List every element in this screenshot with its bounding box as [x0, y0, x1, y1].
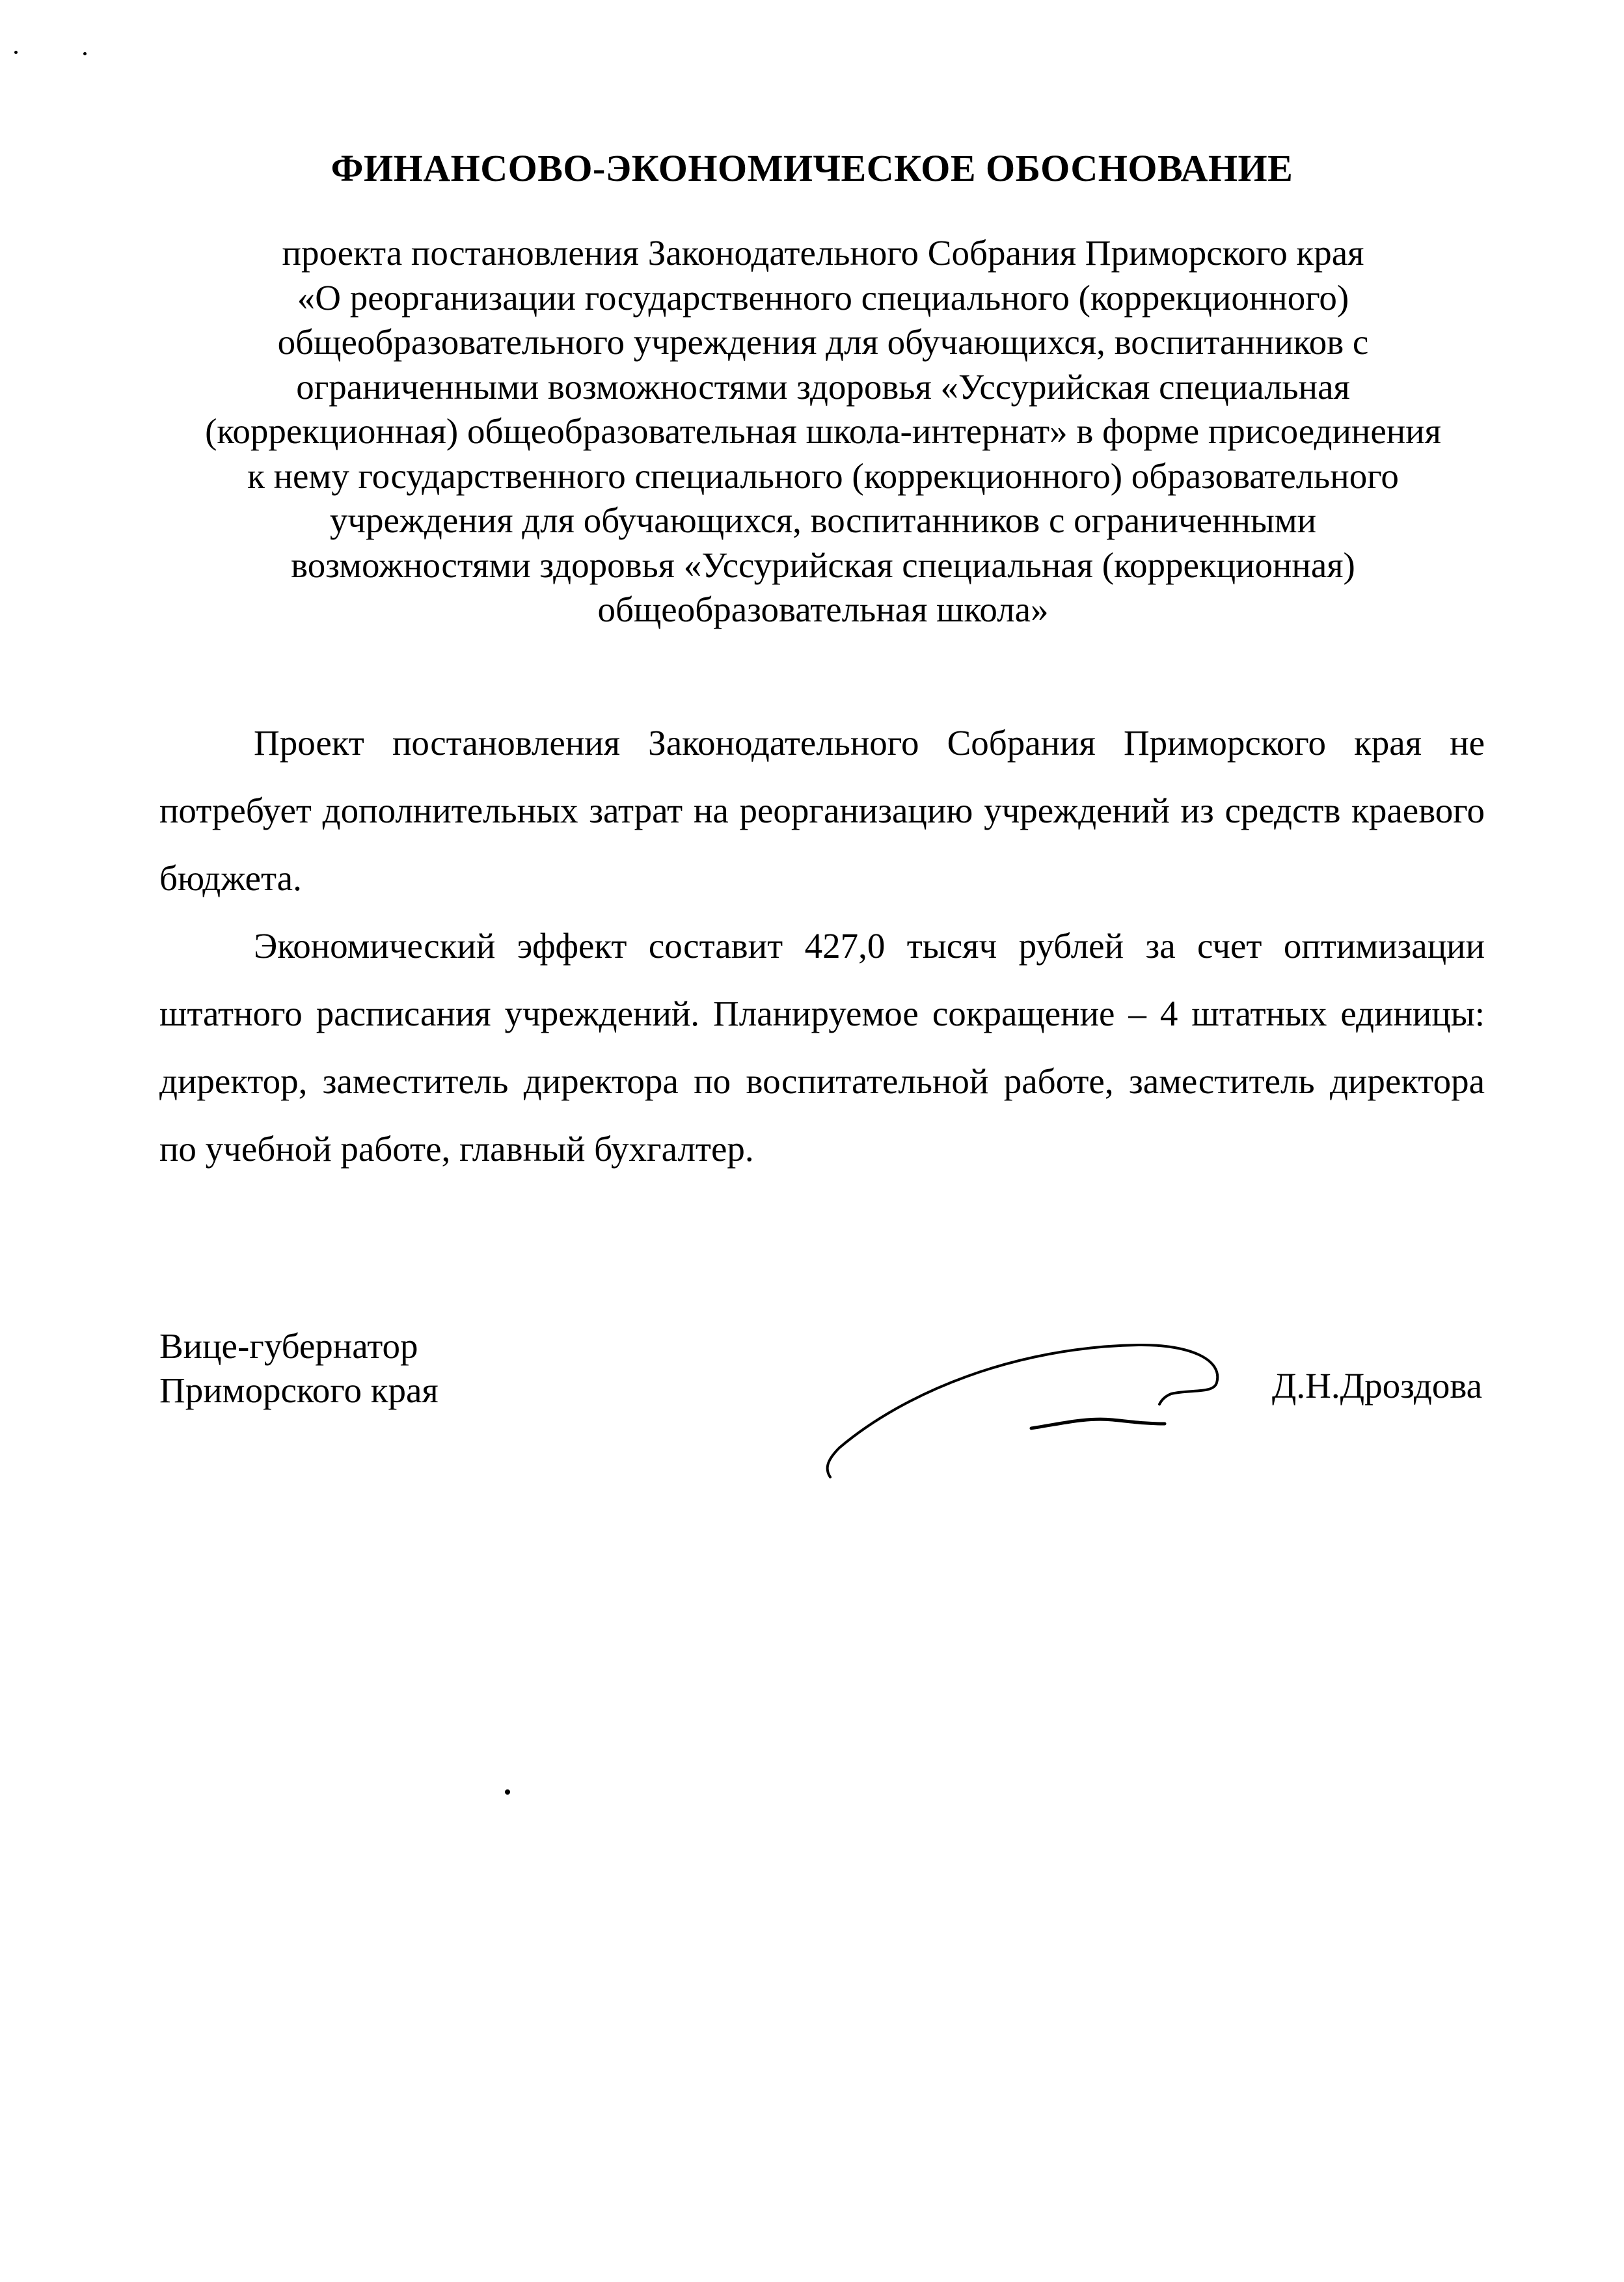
document-body — [159, 709, 1485, 1183]
subject-line: проекта постановления Законодательного Собрания Приморского края — [282, 233, 1364, 273]
body-paragraph: Экономический эффект составит 427,0 тысяч рублей за счет оптимизации штатного расписания учреждений. Планируемое сокращение – 4 штатных единицы: директор, заместитель директора по воспитательной работе, заместитель директора по учебной работе, главный бухгалтер. — [159, 926, 1485, 1169]
subject-line: общеобразовательного учреждения для обучающихся, воспитанников с — [277, 322, 1369, 362]
signatory-name: Д.Н.Дроздова — [1271, 1366, 1482, 1406]
subject-line: общеобразовательная школа» — [597, 590, 1049, 629]
subject-line: (коррекционная) общеобразовательная школа-интернат» в форме присоединения — [205, 411, 1441, 451]
subject-line: «О реорганизации государственного специального (коррекционного) — [297, 277, 1349, 318]
body-paragraph: Проект постановления Законодательного Собрания Приморского края не потребует дополнительных затрат на реорганизацию учреждений из средств краевого бюджета. — [159, 723, 1485, 898]
signatory-position — [159, 1324, 439, 1413]
subject-line: к нему государственного специального (коррекционного) образовательного — [247, 455, 1399, 496]
scan-speck — [505, 1789, 510, 1795]
subject-line: возможностями здоровья «Уссурийская специальная (коррекционная) — [291, 545, 1355, 585]
subject-line: учреждения для обучающихся, воспитанников с ограниченными — [329, 500, 1317, 540]
document-title: ФИНАНСОВО-ЭКОНОМИЧЕСКОЕ ОБОСНОВАНИЕ — [331, 147, 1293, 189]
scan-speck — [83, 52, 87, 55]
subject-line: ограниченными возможностями здоровья «Уссурийская специальная — [296, 366, 1350, 407]
handwritten-signature — [800, 1321, 1256, 1490]
position-line: Вице-губернатор — [159, 1326, 418, 1366]
position-line: Приморского края — [159, 1370, 439, 1410]
scan-speck — [14, 51, 18, 54]
document-subject — [130, 231, 1516, 632]
